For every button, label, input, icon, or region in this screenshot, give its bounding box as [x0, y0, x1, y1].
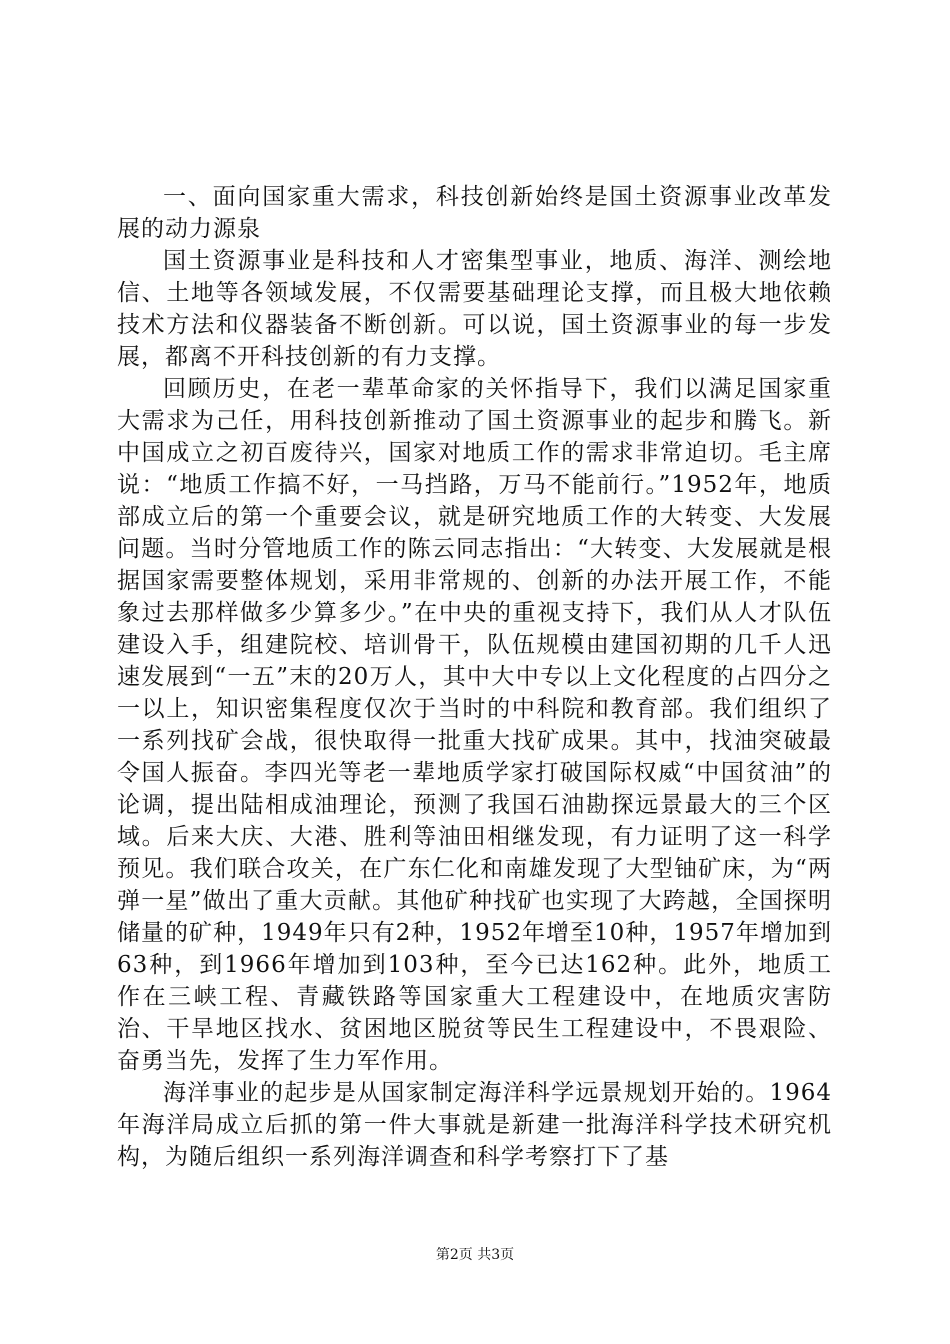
paragraph: 海洋事业的起步是从国家制定海洋科学远景规划开始的。1964年海洋局成立后抓的第一件大事就是新建一批海洋科学技术研究机构，为随后组织一系列海洋调查和科学考察打下了基	[117, 1080, 832, 1170]
paragraph: 国土资源事业是科技和人才密集型事业，地质、海洋、测绘地信、土地等各领域发展，不仅需要基础理论支撑，而且极大地依赖技术方法和仪器装备不断创新。可以说，国土资源事业的每一步发展，都离不开科技创新的有力支撑。	[117, 248, 832, 370]
document-body	[117, 181, 832, 1173]
page-number-footer: 第2页 共3页	[435, 1247, 515, 1263]
section-heading: 一、面向国家重大需求，科技创新始终是国土资源事业改革发展的动力源泉	[117, 184, 832, 242]
paragraph: 回顾历史，在老一辈革命家的关怀指导下，我们以满足国家重大需求为己任，用科技创新推动了国土资源事业的起步和腾飞。新中国成立之初百废待兴，国家对地质工作的需求非常迫切。毛主席说：“地质工作搞不好，一马挡路，万马不能前行。”1952年，地质部成立后的第一个重要会议，就是研究地质工作的大转变、大发展问题。当时分管地质工作的陈云同志指出：“大转变、大发展就是根据国家需要整体规划，采用非常规的、创新的办法开展工作，不能象过去那样做多少算多少。”在中央的重视支持下，我们从人才队伍建设入手，组建院校、培训骨干，队伍规模由建国初期的几千人迅速发展到“一五”末的20万人，其中大中专以上文化程度的占四分之一以上，知识密集程度仅次于当时的中科院和教育部。我们组织了一系列找矿会战，很快取得一批重大找矿成果。其中，找油突破最令国人振奋。李四光等老一辈地质学家打破国际权威“中国贫油”的论调，提出陆相成油理论，预测了我国石油勘探远景最大的三个区域。后来大庆、大港、胜利等油田相继发现，有力证明了这一科学预见。我们联合攻关，在广东仁化和南雄发现了大型铀矿床，为“两弹一星”做出了重大贡献。其他矿种找矿也实现了大跨越，全国探明储量的矿种，1949年只有2种，1952年增至10种，1957年增加到63种，到1966年增加到103种，至今已达162种。此外，地质工作在三峡工程、青藏铁路等国家重大工程建设中，在地质灾害防治、干旱地区找水、贫困地区脱贫等民生工程建设中，不畏艰险、奋勇当先，发挥了生力军作用。	[117, 376, 832, 1074]
